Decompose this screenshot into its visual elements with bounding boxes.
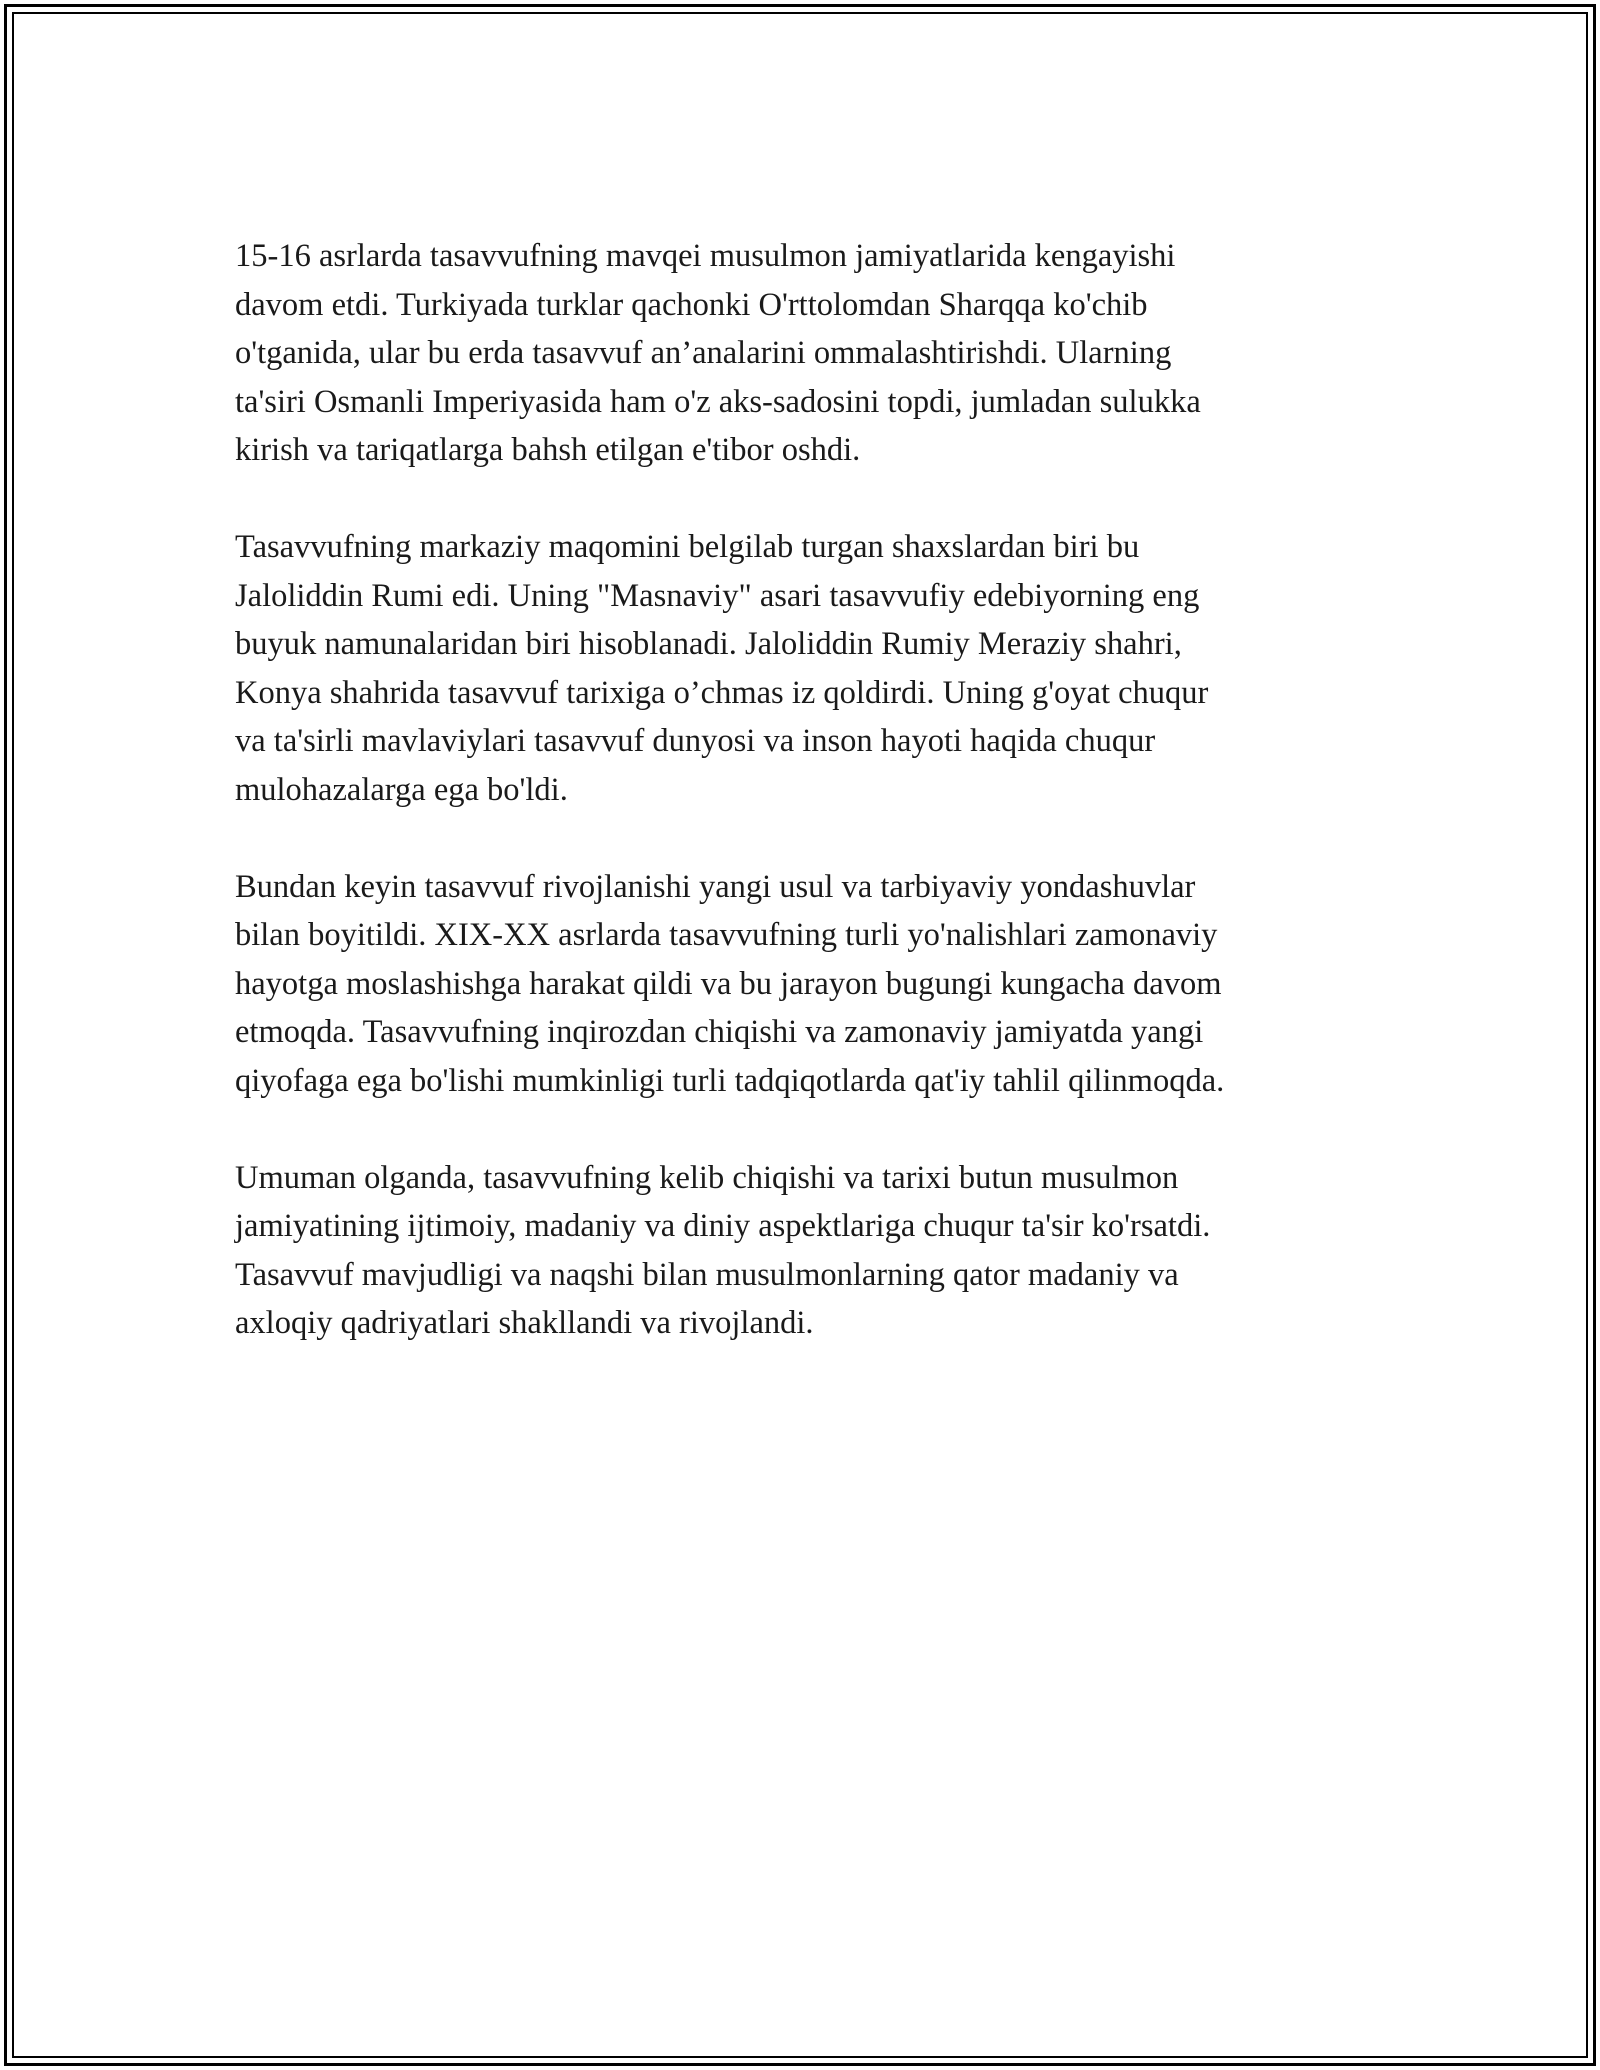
document-body bbox=[235, 232, 1365, 1396]
text-line: va ta'sirli mavlaviylari tasavvuf dunyosi va inson hayoti haqida chuqur bbox=[235, 723, 1156, 759]
text-line: Tasavvuf mavjudligi va naqshi bilan musulmonlarning qator madaniy va bbox=[235, 1256, 1179, 1293]
text-line: o'tganida, ular bu erda tasavvuf an’analarini ommalashtirishdi. Ularning bbox=[235, 335, 1172, 371]
text-line: Bundan keyin tasavvuf rivojlanishi yangi usul va tarbiyaviy yondashuvlar bbox=[235, 868, 1196, 905]
paragraph-4 bbox=[235, 1154, 1365, 1348]
text-line: 15-16 asrlarda tasavvufning mavqei musulmon jamiyatlarida kengayishi bbox=[235, 238, 1176, 274]
text-line: buyuk namunalaridan biri hisoblanadi. Jaloliddin Rumiy Meraziy shahri, bbox=[235, 626, 1182, 662]
text-line: mulohazalarga ega bo'ldi. bbox=[235, 771, 568, 808]
text-line: Tasavvufning markaziy maqomini belgilab turgan shaxslardan biri bu bbox=[235, 529, 1140, 565]
text-line: bilan boyitildi. XIX-XX asrlarda tasavvufning turli yo'nalishlari zamonaviy bbox=[235, 917, 1218, 953]
paragraph-3 bbox=[235, 863, 1365, 1106]
paragraph-1 bbox=[235, 232, 1365, 475]
text-line: Konya shahrida tasavvuf tarixiga o’chmas iz qoldirdi. Uning g'oyat chuqur bbox=[235, 674, 1209, 711]
text-line: qiyofaga ega bo'lishi mumkinligi turli tadqiqotlarda qat'iy tahlil qilinmoqda. bbox=[235, 1062, 1225, 1099]
text-line: jamiyatining ijtimoiy, madaniy va diniy aspektlariga chuqur ta'sir ko'rsatdi. bbox=[235, 1208, 1211, 1244]
text-line: davom etdi. Turkiyada turklar qachonki O'rttolomdan Sharqqa ko'chib bbox=[235, 286, 1148, 323]
text-line: kirish va tariqatlarga bahsh etilgan e'tibor oshdi. bbox=[235, 432, 861, 468]
text-line: Umuman olganda, tasavvufning kelib chiqishi va tarixi butun musulmon bbox=[235, 1159, 1179, 1196]
text-line: axloqiy qadriyatlari shakllandi va rivojlandi. bbox=[235, 1305, 814, 1341]
paragraph-2 bbox=[235, 523, 1365, 814]
text-line: etmoqda. Tasavvufning inqirozdan chiqishi va zamonaviy jamiyatda yangi bbox=[235, 1014, 1204, 1050]
text-line: hayotga moslashishga harakat qildi va bu jarayon bugungi kungacha davom bbox=[235, 965, 1222, 1002]
text-line: Jaloliddin Rumi edi. Uning "Masnaviy" asari tasavvufiy edebiyorning eng bbox=[235, 577, 1200, 614]
text-line: ta'siri Osmanli Imperiyasida ham o'z aks-sadosini topdi, jumladan sulukka bbox=[235, 383, 1201, 420]
